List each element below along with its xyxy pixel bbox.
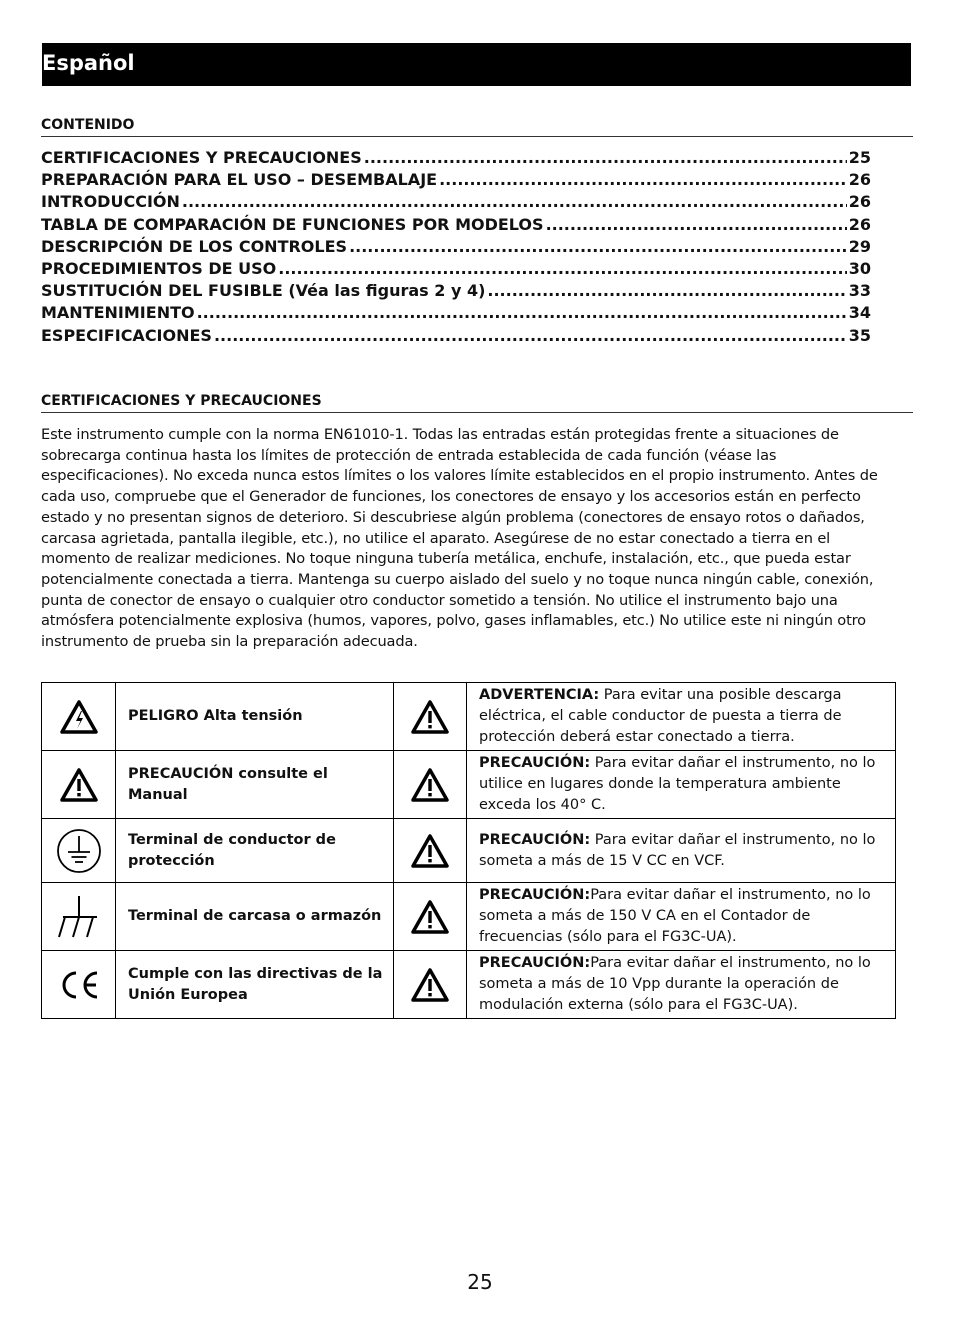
toc-leader-dots: [197, 303, 847, 322]
warning-label: PRECAUCIÓN:: [479, 831, 591, 848]
table-row: [42, 951, 896, 1019]
symbol-cell: [42, 819, 116, 883]
toc-item-page: 26: [848, 170, 871, 190]
symbol-cell: [42, 883, 116, 951]
high-voltage-warning-icon: [59, 699, 99, 735]
toc-item-title: INTRODUCCIÓN: [41, 192, 180, 212]
certifications-heading: CERTIFICACIONES Y PRECAUCIONES: [41, 393, 913, 413]
toc-leader-dots: [439, 170, 847, 189]
warning-text: Para evitar dañar el instrumento, no lo someta a más de 15 V CC en VCF.: [479, 831, 876, 869]
toc-item-page: 26: [848, 192, 871, 212]
warning-text: Para evitar dañar el instrumento, no lo utilice en lugares donde la temperatura ambiente exceda los 40° C.: [479, 755, 876, 813]
toc-item[interactable]: [41, 192, 871, 214]
toc-item-page: 26: [848, 214, 871, 234]
warning-description: [467, 751, 896, 819]
toc-item[interactable]: [41, 259, 871, 281]
ce-mark-icon: [56, 967, 102, 1003]
toc-item-title: ESPECIFICACIONES: [41, 325, 212, 345]
toc-item-title: MANTENIMIENTO: [41, 303, 195, 323]
toc-item-title: PREPARACIÓN PARA EL USO – DESEMBALAJE: [41, 170, 438, 190]
table-row: [42, 683, 896, 751]
symbol-label: Cumple con las directivas de la Unión Europea: [116, 951, 394, 1019]
page-number: 25: [467, 1270, 493, 1294]
toc-item[interactable]: [41, 148, 871, 170]
caution-icon: [59, 767, 99, 803]
toc-item-title: CERTIFICACIONES Y PRECAUCIONES: [41, 148, 362, 167]
toc-item-title: SUSTITUCIÓN DEL FUSIBLE (Véa las figuras 2 y 4): [41, 281, 486, 301]
contents-heading: CONTENIDO: [41, 117, 913, 137]
toc-item[interactable]: [41, 215, 871, 237]
protective-earth-icon: [55, 827, 103, 875]
warning-description: [467, 683, 896, 751]
warning-description: [467, 951, 896, 1019]
toc-item-page: 30: [848, 258, 871, 278]
warning-text: Para evitar dañar el instrumento, no lo someta a más de 150 V CA en el Contador de frecuencias (sólo para el FG3C-UA).: [479, 887, 871, 945]
toc-item-title: PROCEDIMIENTOS DE USO: [41, 258, 277, 278]
warning-symbol-cell: [394, 683, 467, 751]
table-of-contents: [41, 148, 871, 348]
caution-icon: [410, 899, 450, 935]
symbol-label: PELIGRO Alta tensión: [116, 683, 394, 751]
caution-icon: [410, 699, 450, 735]
symbol-label: Terminal de carcasa o armazón: [116, 883, 394, 951]
toc-item[interactable]: [41, 326, 871, 348]
table-row: [42, 751, 896, 819]
warning-label: PRECAUCIÓN:: [479, 887, 591, 904]
toc-leader-dots: [364, 148, 847, 167]
toc-item-page: 25: [848, 148, 871, 167]
warning-symbol-cell: [394, 751, 467, 819]
warning-symbol-cell: [394, 951, 467, 1019]
caution-icon: [410, 833, 450, 869]
warning-symbol-cell: [394, 883, 467, 951]
warning-label: PRECAUCIÓN:: [479, 755, 591, 772]
toc-leader-dots: [214, 326, 847, 345]
table-row: [42, 819, 896, 883]
warning-description: [467, 819, 896, 883]
toc-item-page: 33: [848, 281, 871, 301]
toc-item-page: 29: [848, 236, 871, 256]
warning-text: Para evitar dañar el instrumento, no lo someta a más de 10 Vpp durante la operación de modulación externa (sólo para el FG3C-UA).: [479, 955, 871, 1013]
certifications-body: Este instrumento cumple con la norma EN61010-1. Todas las entradas están protegidas frente a situaciones de sobrecarga continua hasta los límites de protección de entrada establecida de cada función (véase las especificaciones). No exceda nunca estos límites o los valores límite establecidos en el propio instrumento. Antes de cada uso, compruebe que el Generador de funciones, los conectores de ensayo y los accesorios están en perfecto estado y no presentan signos de deterioro. Si descubriese algún problema (conectores de ensayo rotos o dañados, carcasa agrietada, pantalla ilegible, etc.), no utilice el aparato. Asegúrese de no estar conectado a tierra en el momento de realizar mediciones. No toque ninguna tubería metálica, enchufe, instalación, etc., que pueda estar potencialmente conectada a tierra. Mantenga su cuerpo aislado del suelo y no toque nunca ningún cable, conexión, punta de conector de ensayo o cualquier otro conductor sometido a tensión. No utilice el instrumento bajo una atmósfera potencialmente explosiva (humos, vapores, polvo, gases inflamables, etc.) No utilice este ni ningún otro instrumento de prueba sin la preparación adecuada.: [41, 426, 878, 651]
toc-leader-dots: [278, 259, 846, 278]
chassis-ground-icon: [55, 893, 103, 941]
toc-item[interactable]: [41, 281, 871, 303]
symbol-label: Terminal de conductor de protección: [116, 819, 394, 883]
symbol-cell: [42, 951, 116, 1019]
warning-label: ADVERTENCIA:: [479, 687, 600, 704]
warning-text: Para evitar una posible descarga eléctrica, el cable conductor de puesta a tierra de protección deberá estar conectado a tierra.: [479, 687, 842, 745]
toc-item-title: TABLA DE COMPARACIÓN DE FUNCIONES POR MODELOS: [41, 214, 544, 234]
toc-item[interactable]: [41, 303, 871, 325]
toc-item[interactable]: [41, 237, 871, 259]
warning-label: PRECAUCIÓN:: [479, 955, 591, 972]
caution-icon: [410, 767, 450, 803]
language-header-bar: [42, 43, 911, 86]
toc-item[interactable]: [41, 170, 871, 192]
symbol-cell: [42, 751, 116, 819]
toc-leader-dots: [487, 281, 846, 300]
symbol-cell: [42, 683, 116, 751]
warning-description: [467, 883, 896, 951]
toc-item-title: DESCRIPCIÓN DE LOS CONTROLES: [41, 236, 348, 256]
toc-leader-dots: [349, 237, 847, 256]
warning-symbol-cell: [394, 819, 467, 883]
toc-leader-dots: [546, 215, 847, 234]
table-row: [42, 883, 896, 951]
toc-item-page: 34: [848, 303, 871, 323]
toc-item-page: 35: [848, 325, 871, 345]
symbol-label: PRECAUCIÓN consulte el Manual: [116, 751, 394, 819]
safety-symbols-table: [41, 682, 896, 1019]
toc-leader-dots: [182, 192, 847, 211]
caution-icon: [410, 967, 450, 1003]
language-title: Español: [42, 51, 135, 75]
